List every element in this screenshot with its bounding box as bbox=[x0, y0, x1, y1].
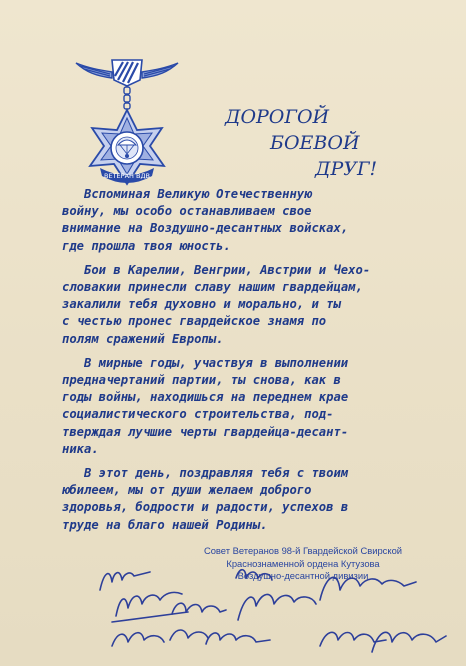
greeting-heading bbox=[215, 104, 425, 182]
signature-9 bbox=[320, 632, 386, 646]
greeting-line-2: БОЕВОЙ bbox=[270, 132, 360, 154]
signature-3 bbox=[112, 630, 208, 646]
text-line: войну, мы особо останавливаем свое bbox=[62, 204, 312, 219]
council-line-2: Краснознаменной ордена Кутузова bbox=[226, 557, 380, 569]
text-line: тверждая лучшие черты гвардейца-десант- bbox=[62, 424, 349, 439]
badge-label: ВЕТЕРАН ВДВ bbox=[104, 172, 150, 180]
text-line: труде на благо нашей Родины. bbox=[62, 517, 268, 532]
council-line-3: Воздушно-десантной дивизии bbox=[237, 570, 369, 582]
chain-icon bbox=[124, 87, 130, 109]
paragraph-2 bbox=[62, 262, 446, 348]
letter-body bbox=[62, 186, 446, 541]
text-line: ника. bbox=[62, 441, 99, 456]
paragraph-1 bbox=[62, 186, 446, 255]
text-line: полям сражений Европы. bbox=[62, 331, 224, 346]
plaque-icon bbox=[112, 60, 142, 86]
greeting-line-1: ДОРОГОЙ bbox=[225, 106, 330, 128]
text-line: годы войны, находишься на переднем крае bbox=[62, 390, 349, 405]
text-line: Вспоминая Великую Отечественную bbox=[84, 187, 312, 201]
council-line-1: Совет Ветеранов 98-й Гвардейской Свирской bbox=[203, 545, 403, 556]
text-line: предначертаний партии, ты снова, как в bbox=[62, 373, 341, 388]
signature-7 bbox=[320, 577, 416, 600]
text-line: с честью пронес гвардейское знамя по bbox=[62, 314, 327, 329]
text-line: В мирные годы, участвуя в выполнении bbox=[84, 355, 349, 370]
text-line: где прошла твоя юность. bbox=[62, 238, 231, 253]
greeting-line-3: ДРУГ! bbox=[315, 158, 378, 180]
text-line: социалистического строительства, под- bbox=[62, 407, 334, 422]
text-line: Бои в Карелии, Венгрии, Австрии и Чехо- bbox=[84, 262, 371, 277]
signature-8 bbox=[206, 633, 270, 644]
text-line: закалили тебя духовно и морально, и ты bbox=[62, 297, 341, 312]
text-line: внимание на Воздушно-десантных войсках, bbox=[62, 221, 349, 236]
signature-1 bbox=[100, 572, 150, 590]
text-line: здоровья, бодрости и радости, успехов в bbox=[62, 500, 349, 515]
handwritten-signatures bbox=[0, 557, 466, 666]
signature-5 bbox=[236, 570, 272, 580]
signature-10 bbox=[372, 632, 446, 652]
paragraph-3 bbox=[62, 355, 446, 458]
text-line: словакии принесли славу нашим гвардейцам, bbox=[62, 280, 363, 295]
text-line: В этот день, поздравляя тебя с твоим bbox=[84, 466, 349, 481]
paragraph-4 bbox=[62, 465, 446, 534]
signature-2 bbox=[112, 592, 188, 622]
signature-6 bbox=[238, 594, 316, 620]
text-line: юбилеем, мы от души желаем доброго bbox=[62, 483, 312, 498]
